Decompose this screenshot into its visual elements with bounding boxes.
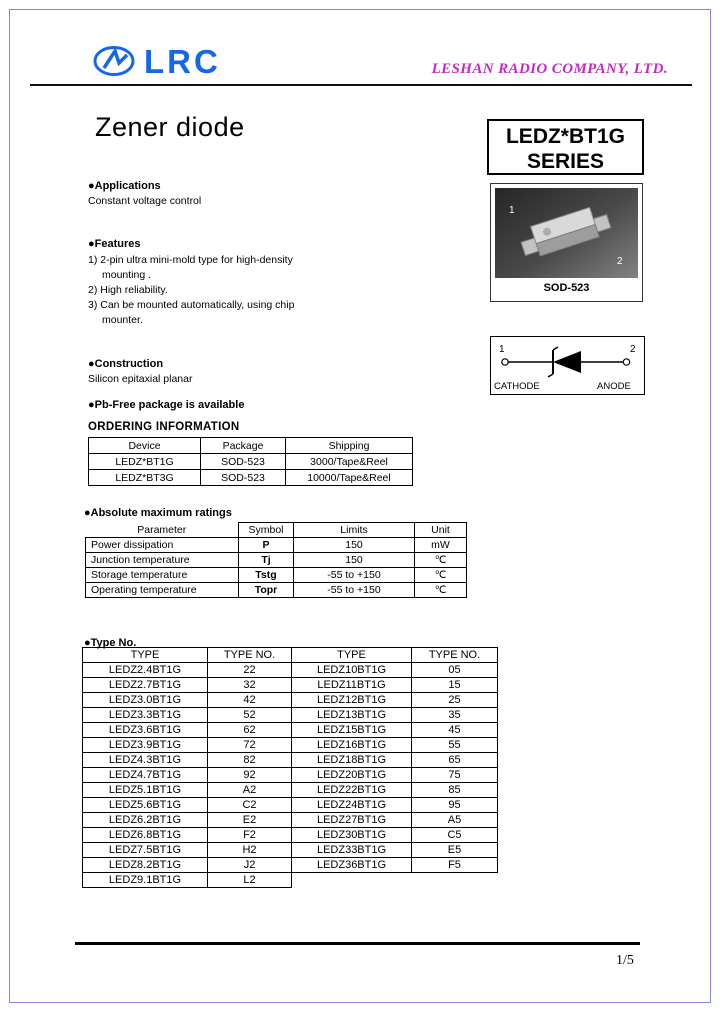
table-cell: -55 to +150: [294, 568, 415, 583]
package-body: [517, 203, 612, 260]
column-header: Symbol: [239, 523, 294, 538]
table-cell: LEDZ22BT1G: [292, 783, 412, 798]
table-cell: LEDZ16BT1G: [292, 738, 412, 753]
series-name: LEDZ*BT1G: [505, 125, 625, 148]
table-cell: ℃: [415, 553, 467, 568]
ratings-title: ●Absolute maximum ratings: [84, 507, 232, 519]
table-cell: LEDZ10BT1G: [292, 663, 412, 678]
table-cell: F2: [208, 828, 292, 843]
table-cell: 15: [412, 678, 498, 693]
table-row: [86, 568, 467, 583]
type-number-table: [82, 647, 498, 888]
table-cell: LEDZ18BT1G: [292, 753, 412, 768]
column-header: Parameter: [86, 523, 239, 538]
table-cell: -55 to +150: [294, 583, 415, 598]
applications-heading: ●Applications: [88, 180, 161, 192]
table-cell: 22: [208, 663, 292, 678]
table-cell: P: [239, 538, 294, 553]
table-cell: LEDZ7.5BT1G: [83, 843, 208, 858]
column-header: Unit: [415, 523, 467, 538]
table-row: [83, 753, 498, 768]
table-cell: LEDZ2.7BT1G: [83, 678, 208, 693]
table-row: [86, 583, 467, 598]
column-header: Shipping: [286, 438, 413, 454]
table-cell: LEDZ5.1BT1G: [83, 783, 208, 798]
table-row: [83, 858, 498, 873]
table-cell: E5: [412, 843, 498, 858]
ratings-table: [85, 522, 467, 598]
table-cell: Junction temperature: [86, 553, 239, 568]
series-box: [487, 119, 644, 175]
ordering-information-title: ORDERING INFORMATION: [88, 421, 240, 433]
table-cell: Tstg: [239, 568, 294, 583]
lrc-logo-text: LRC: [144, 42, 221, 80]
table-cell: 85: [412, 783, 498, 798]
table-cell: LEDZ*BT1G: [89, 454, 201, 470]
table-cell: LEDZ36BT1G: [292, 858, 412, 873]
column-header: TYPE NO.: [412, 648, 498, 663]
column-header: Device: [89, 438, 201, 454]
table-cell: LEDZ15BT1G: [292, 723, 412, 738]
feature-line: mounting .: [102, 269, 152, 281]
table-cell: ℃: [415, 583, 467, 598]
table-cell: 42: [208, 693, 292, 708]
table-row: [83, 723, 498, 738]
table-cell: [412, 873, 498, 888]
table-cell: 52: [208, 708, 292, 723]
series-word: SERIES: [526, 149, 605, 173]
table-cell: LEDZ3.0BT1G: [83, 693, 208, 708]
pbfree-note: ●Pb-Free package is available: [88, 399, 245, 411]
table-cell: 65: [412, 753, 498, 768]
diagram-pin1-number: 1: [499, 344, 505, 355]
table-cell: ℃: [415, 568, 467, 583]
table-row: [89, 470, 413, 486]
table-cell: LEDZ5.6BT1G: [83, 798, 208, 813]
column-header: TYPE: [83, 648, 208, 663]
page-title: Zener diode: [95, 112, 245, 142]
table-cell: LEDZ4.7BT1G: [83, 768, 208, 783]
table-header-row: [86, 523, 467, 538]
table-cell: LEDZ20BT1G: [292, 768, 412, 783]
photo-pin2-label: 2: [617, 256, 623, 267]
feature-line: 3) Can be mounted automatically, using chip: [88, 299, 295, 311]
table-cell: C2: [208, 798, 292, 813]
table-cell: H2: [208, 843, 292, 858]
table-cell: LEDZ3.3BT1G: [83, 708, 208, 723]
table-cell: LEDZ6.2BT1G: [83, 813, 208, 828]
table-row: [83, 768, 498, 783]
table-header-row: [89, 438, 413, 454]
feature-line: 2) High reliability.: [88, 284, 168, 296]
table-cell: LEDZ*BT3G: [89, 470, 201, 486]
table-row: [83, 813, 498, 828]
company-name: LESHAN RADIO COMPANY, LTD.: [431, 61, 668, 77]
column-header: TYPE NO.: [208, 648, 292, 663]
package-photo-box: [490, 183, 643, 302]
footer-divider: [75, 942, 640, 945]
table-cell: 35: [412, 708, 498, 723]
table-cell: 150: [294, 553, 415, 568]
table-cell: 45: [412, 723, 498, 738]
table-row: [83, 693, 498, 708]
table-cell: 25: [412, 693, 498, 708]
table-row: [83, 783, 498, 798]
table-cell: 95: [412, 798, 498, 813]
table-cell: [292, 873, 412, 888]
table-cell: LEDZ6.8BT1G: [83, 828, 208, 843]
table-cell: Tj: [239, 553, 294, 568]
table-cell: SOD-523: [201, 470, 286, 486]
photo-pin1-label: 1: [509, 205, 515, 216]
header-divider: [30, 84, 692, 86]
table-cell: LEDZ12BT1G: [292, 693, 412, 708]
anode-terminal: [623, 359, 629, 365]
table-cell: LEDZ11BT1G: [292, 678, 412, 693]
table-cell: 10000/Tape&Reel: [286, 470, 413, 486]
anode-label: ANODE: [597, 381, 631, 392]
applications-body: Constant voltage control: [88, 195, 202, 207]
table-cell: F5: [412, 858, 498, 873]
table-cell: LEDZ2.4BT1G: [83, 663, 208, 678]
table-row: [83, 798, 498, 813]
table-row: [83, 663, 498, 678]
feature-line: 1) 2-pin ultra mini-mold type for high-density: [88, 254, 293, 266]
table-cell: 3000/Tape&Reel: [286, 454, 413, 470]
table-row: [83, 873, 498, 888]
table-cell: LEDZ33BT1G: [292, 843, 412, 858]
table-cell: Operating temperature: [86, 583, 239, 598]
column-header: Limits: [294, 523, 415, 538]
table-cell: LEDZ4.3BT1G: [83, 753, 208, 768]
ordering-table: [88, 437, 413, 486]
lrc-logo: [92, 42, 221, 80]
table-cell: Power dissipation: [86, 538, 239, 553]
table-cell: Storage temperature: [86, 568, 239, 583]
table-row: [83, 708, 498, 723]
table-header-row: [83, 648, 498, 663]
table-cell: E2: [208, 813, 292, 828]
table-cell: LEDZ13BT1G: [292, 708, 412, 723]
page-number: 1/5: [616, 953, 634, 968]
package-photo: [495, 188, 638, 278]
table-cell: Topr: [239, 583, 294, 598]
table-cell: LEDZ3.9BT1G: [83, 738, 208, 753]
table-cell: SOD-523: [201, 454, 286, 470]
table-cell: 32: [208, 678, 292, 693]
table-cell: C5: [412, 828, 498, 843]
table-cell: L2: [208, 873, 292, 888]
table-cell: LEDZ24BT1G: [292, 798, 412, 813]
zener-diode-symbol: [491, 337, 644, 394]
table-cell: A2: [208, 783, 292, 798]
type-no-title: ●Type No.: [84, 637, 137, 649]
construction-body: Silicon epitaxial planar: [88, 373, 193, 385]
features-heading: ●Features: [88, 238, 141, 250]
table-cell: 92: [208, 768, 292, 783]
cathode-terminal: [502, 359, 508, 365]
table-row: [83, 678, 498, 693]
table-cell: LEDZ3.6BT1G: [83, 723, 208, 738]
table-cell: LEDZ8.2BT1G: [83, 858, 208, 873]
table-cell: mW: [415, 538, 467, 553]
diode-triangle: [553, 351, 581, 373]
lrc-logo-mark-icon: [92, 42, 138, 80]
table-cell: 72: [208, 738, 292, 753]
construction-heading: ●Construction: [88, 358, 164, 370]
table-row: [83, 738, 498, 753]
table-cell: LEDZ30BT1G: [292, 828, 412, 843]
table-cell: 05: [412, 663, 498, 678]
table-cell: 150: [294, 538, 415, 553]
sod523-package-drawing: [495, 188, 638, 278]
package-name-label: SOD-523: [495, 278, 638, 297]
column-header: Package: [201, 438, 286, 454]
connection-diagram-box: [490, 336, 645, 395]
table-cell: J2: [208, 858, 292, 873]
table-cell: 82: [208, 753, 292, 768]
cathode-label: CATHODE: [494, 381, 540, 392]
table-cell: LEDZ9.1BT1G: [83, 873, 208, 888]
features-list: [88, 253, 294, 328]
feature-line: mounter.: [102, 314, 143, 326]
column-header: TYPE: [292, 648, 412, 663]
table-row: [86, 553, 467, 568]
table-row: [83, 828, 498, 843]
table-cell: 62: [208, 723, 292, 738]
table-row: [86, 538, 467, 553]
table-cell: LEDZ27BT1G: [292, 813, 412, 828]
table-cell: 55: [412, 738, 498, 753]
table-row: [89, 454, 413, 470]
table-cell: A5: [412, 813, 498, 828]
table-cell: 75: [412, 768, 498, 783]
table-row: [83, 843, 498, 858]
diagram-pin2-number: 2: [630, 344, 636, 355]
